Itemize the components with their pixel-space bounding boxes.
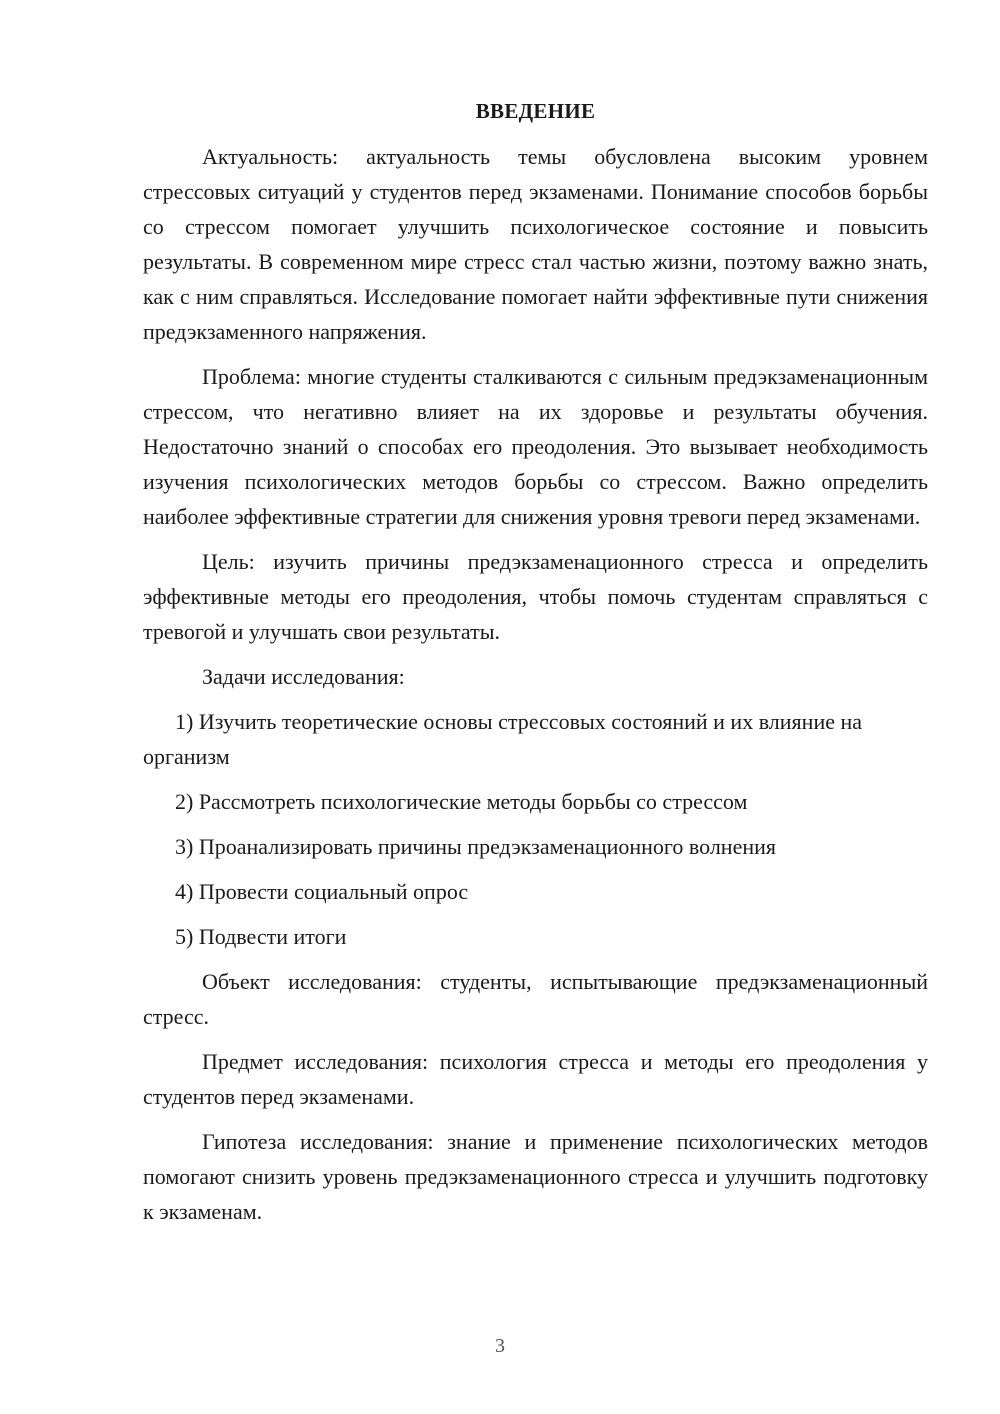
task-item-5: 5) Подвести итоги xyxy=(175,924,347,949)
page-number: 3 xyxy=(495,1335,505,1357)
paragraph-problem: Проблема: многие студенты сталкиваются с сильным предэкзаменационным стрессом, что негативно влияет на их здоровье и результаты обучения. Недостаточно знаний о способах его преодоления. Это вызывает необходимость изучения психологических методов борьбы со стрессом. Важно определить наиболее эффективные стратегии для снижения уровня тревоги перед экзаменами. xyxy=(143,364,928,529)
paragraph-tasks-heading: Задачи исследования: xyxy=(202,664,405,689)
paragraph-goal: Цель: изучить причины предэкзаменационного стресса и определить эффективные методы его преодоления, чтобы помочь студентам справляться с тревогой и улучшать свои результаты. xyxy=(143,549,928,644)
task-item-1: 1) Изучить теоретические основы стрессовых состояний и их влияние на организм xyxy=(143,709,863,769)
task-item-3: 3) Проанализировать причины предэкзаменационного волнения xyxy=(175,834,777,859)
paragraph-subject: Предмет исследования: психология стресса и методы его преодоления у студентов перед экзаменами. xyxy=(143,1049,928,1109)
task-item-4: 4) Провести социальный опрос xyxy=(175,879,469,904)
page-title: ВВЕДЕНИЕ xyxy=(475,99,596,123)
page-content xyxy=(143,96,928,1239)
task-item-2: 2) Рассмотреть психологические методы борьбы со стрессом xyxy=(175,789,748,814)
paragraph-object: Объект исследования: студенты, испытывающие предэкзаменационный стресс. xyxy=(143,969,928,1029)
paragraph-relevance: Актуальность: актуальность темы обусловлена высоким уровнем стрессовых ситуаций у студентов перед экзаменами. Понимание способов борьбы со стрессом помогает улучшить психологическое состояние и повысить результаты. В современном мире стресс стал частью жизни, поэтому важно знать, как с ним справляться. Исследование помогает найти эффективные пути снижения предэкзаменного напряжения. xyxy=(143,144,928,344)
paragraph-hypothesis: Гипотеза исследования: знание и применение психологических методов помогают снизить уровень предэкзаменационного стресса и улучшить подготовку к экзаменам. xyxy=(143,1129,928,1224)
